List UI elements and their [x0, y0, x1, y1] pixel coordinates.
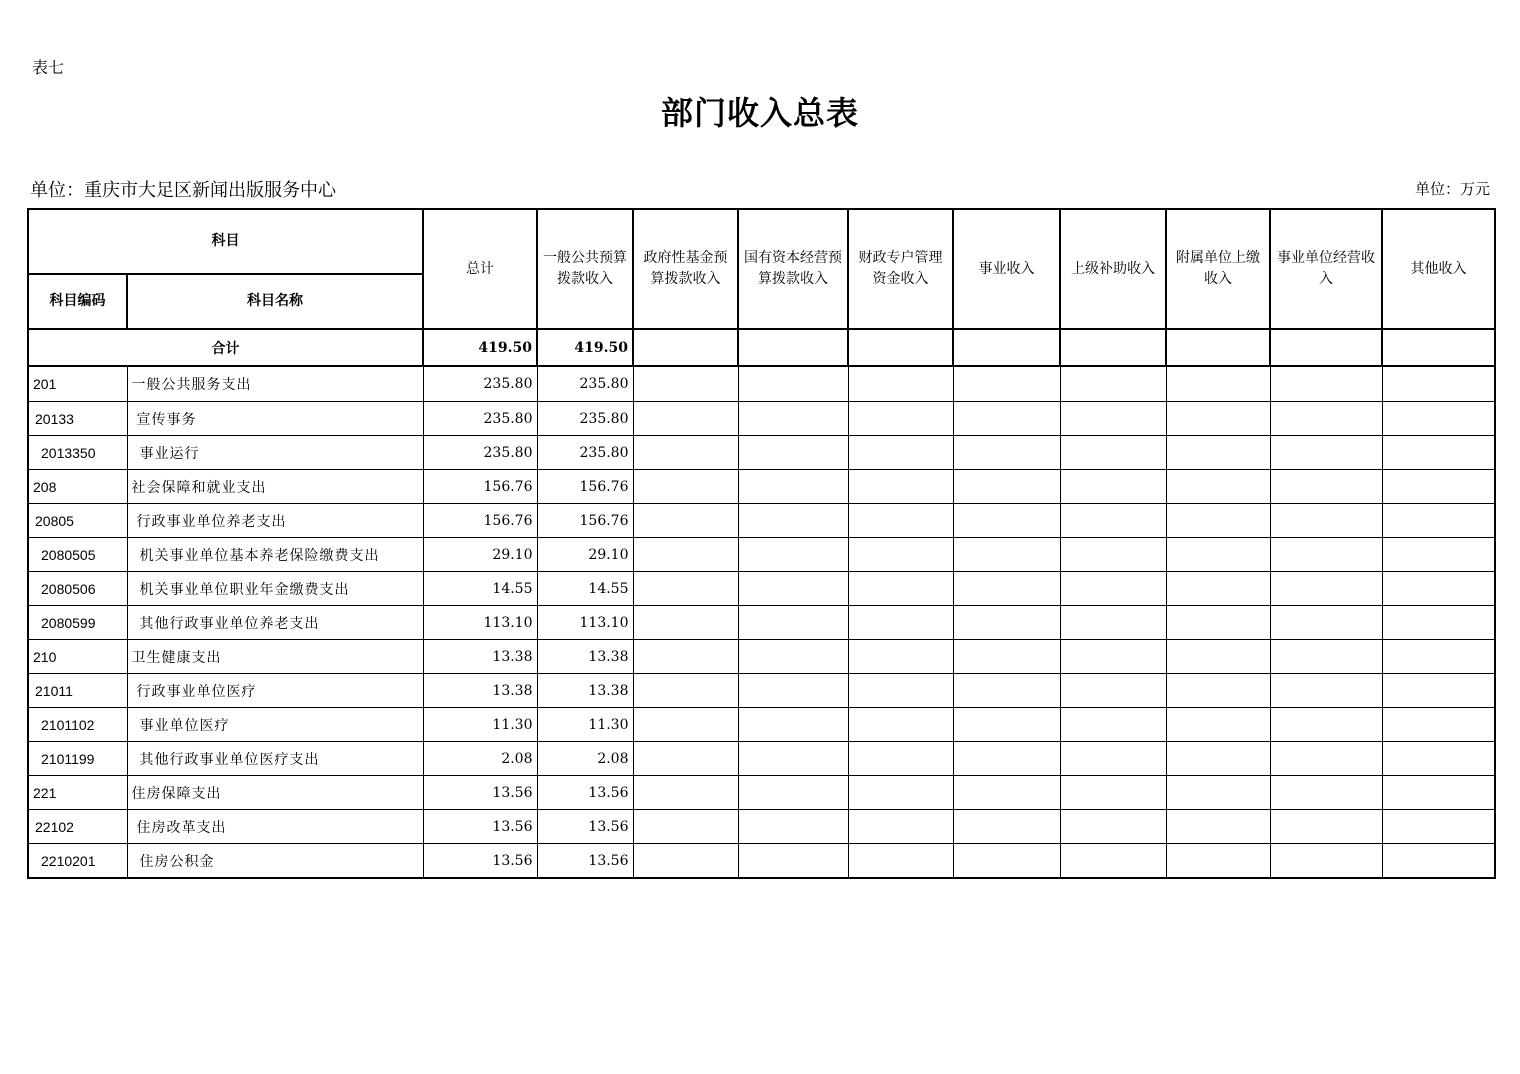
income-summary-table [27, 208, 1496, 879]
row-total: 11.30 [423, 708, 537, 742]
header-subject-name: 科目名称 [127, 274, 423, 329]
total-label: 合计 [28, 329, 423, 366]
table-row [28, 606, 1495, 640]
table-row [28, 436, 1495, 470]
row-code: 201 [28, 366, 127, 402]
header-subject: 科目 [28, 209, 423, 274]
total-general-budget: 419.50 [537, 329, 633, 366]
row-total: 13.56 [423, 776, 537, 810]
row-name: 卫生健康支出 [127, 640, 423, 674]
row-name: 机关事业单位基本养老保险缴费支出 [127, 538, 423, 572]
header-career-income: 事业收入 [953, 209, 1060, 329]
row-total: 235.80 [423, 436, 537, 470]
row-general-budget: 11.30 [537, 708, 633, 742]
row-name: 住房保障支出 [127, 776, 423, 810]
row-name: 事业单位医疗 [127, 708, 423, 742]
header-subject-code: 科目编码 [28, 274, 127, 329]
row-name: 行政事业单位养老支出 [127, 504, 423, 538]
row-total: 2.08 [423, 742, 537, 776]
row-total: 13.56 [423, 844, 537, 879]
row-general-budget: 13.38 [537, 640, 633, 674]
row-code: 2080505 [28, 538, 127, 572]
row-name: 行政事业单位医疗 [127, 674, 423, 708]
header-affiliated-payment: 附属单位上缴收入 [1166, 209, 1270, 329]
total-amount: 419.50 [423, 329, 537, 366]
row-code: 21011 [28, 674, 127, 708]
table-row [28, 776, 1495, 810]
row-general-budget: 13.56 [537, 844, 633, 879]
row-total: 235.80 [423, 402, 537, 436]
row-general-budget: 14.55 [537, 572, 633, 606]
row-total: 14.55 [423, 572, 537, 606]
row-code: 20133 [28, 402, 127, 436]
table-row [28, 742, 1495, 776]
table-row [28, 708, 1495, 742]
table-row [28, 538, 1495, 572]
row-total: 13.38 [423, 640, 537, 674]
row-code: 20805 [28, 504, 127, 538]
table-row [28, 674, 1495, 708]
row-code: 2013350 [28, 436, 127, 470]
row-name: 宣传事务 [127, 402, 423, 436]
table-row [28, 572, 1495, 606]
row-general-budget: 235.80 [537, 402, 633, 436]
row-code: 2101102 [28, 708, 127, 742]
row-total: 235.80 [423, 366, 537, 402]
table-row [28, 844, 1495, 879]
row-general-budget: 29.10 [537, 538, 633, 572]
row-name: 事业运行 [127, 436, 423, 470]
row-name: 其他行政事业单位养老支出 [127, 606, 423, 640]
table-number: 表七 [32, 58, 65, 77]
row-code: 2101199 [28, 742, 127, 776]
row-name: 机关事业单位职业年金缴费支出 [127, 572, 423, 606]
header-state-capital: 国有资本经营预算拨款收入 [738, 209, 848, 329]
table-row [28, 402, 1495, 436]
row-general-budget: 235.80 [537, 366, 633, 402]
row-general-budget: 156.76 [537, 470, 633, 504]
total-row [28, 329, 1495, 366]
row-name: 其他行政事业单位医疗支出 [127, 742, 423, 776]
row-total: 13.56 [423, 810, 537, 844]
row-total: 156.76 [423, 504, 537, 538]
row-total: 29.10 [423, 538, 537, 572]
row-total: 113.10 [423, 606, 537, 640]
header-special-account: 财政专户管理资金收入 [848, 209, 953, 329]
row-code: 208 [28, 470, 127, 504]
row-general-budget: 13.56 [537, 776, 633, 810]
table-row [28, 366, 1495, 402]
table-row [28, 640, 1495, 674]
table-row [28, 810, 1495, 844]
row-code: 2080599 [28, 606, 127, 640]
header-total: 总计 [423, 209, 537, 329]
header-gov-fund: 政府性基金预算拨款收入 [633, 209, 738, 329]
unit-currency: 单位：万元 [1414, 180, 1490, 198]
table-row [28, 504, 1495, 538]
row-total: 156.76 [423, 470, 537, 504]
row-name: 住房公积金 [127, 844, 423, 879]
row-general-budget: 156.76 [537, 504, 633, 538]
header-other-income: 其他收入 [1382, 209, 1495, 329]
row-general-budget: 235.80 [537, 436, 633, 470]
row-general-budget: 13.38 [537, 674, 633, 708]
row-general-budget: 2.08 [537, 742, 633, 776]
row-name: 一般公共服务支出 [127, 366, 423, 402]
row-total: 13.38 [423, 674, 537, 708]
row-code: 2210201 [28, 844, 127, 879]
page-title: 部门收入总表 [660, 94, 859, 132]
header-general-budget: 一般公共预算拨款收入 [537, 209, 633, 329]
row-general-budget: 113.10 [537, 606, 633, 640]
row-code: 22102 [28, 810, 127, 844]
row-code: 2080506 [28, 572, 127, 606]
row-code: 221 [28, 776, 127, 810]
table-row [28, 470, 1495, 504]
row-name: 住房改革支出 [127, 810, 423, 844]
row-name: 社会保障和就业支出 [127, 470, 423, 504]
header-superior-subsidy: 上级补助收入 [1060, 209, 1166, 329]
unit-organization: 单位：重庆市大足区新闻出版服务中心 [30, 180, 336, 201]
row-code: 210 [28, 640, 127, 674]
header-business-income: 事业单位经营收入 [1270, 209, 1382, 329]
row-general-budget: 13.56 [537, 810, 633, 844]
